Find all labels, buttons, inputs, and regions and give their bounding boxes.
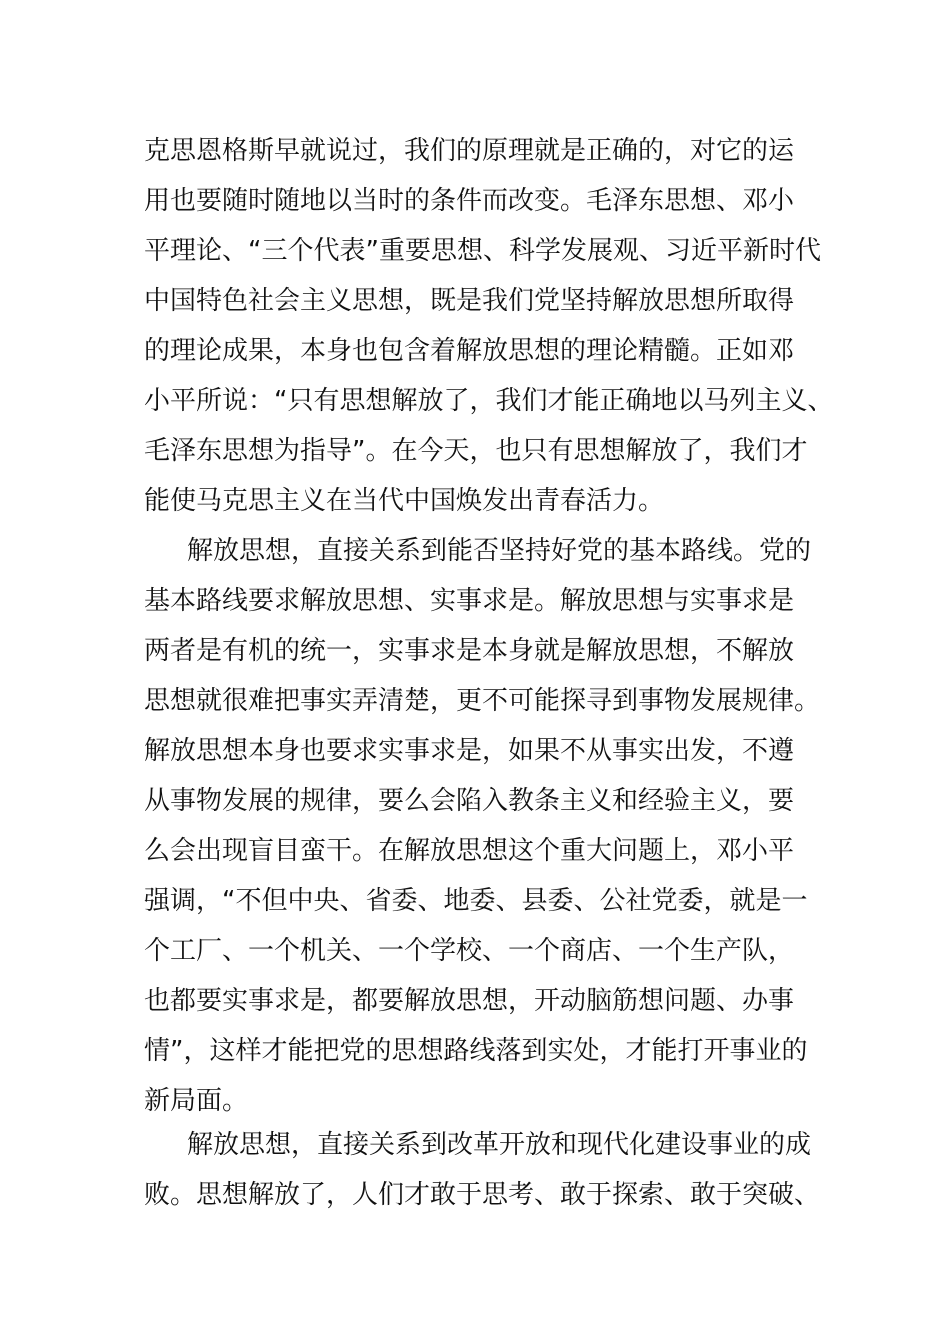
text-line: 思想就很难把事实弄清楚，更不可能探寻到事物发展规律。 xyxy=(144,686,821,716)
text-line: 情”，这样才能把党的思想路线落到实处，才能打开事业的 xyxy=(144,1036,808,1066)
text-line: 么会出现盲目蛮干。在解放思想这个重大问题上，邓小平 xyxy=(144,836,795,866)
text-line: 新局面。 xyxy=(144,1086,249,1116)
text-line: 强调，“不但中央、省委、地委、县委、公社党委，就是一 xyxy=(144,886,808,916)
paragraph-first-line: 解放思想，直接关系到能否坚持好党的基本路线。党的 xyxy=(187,536,812,566)
text-line: 毛泽东思想为指导”。在今天，也只有思想解放了，我们才 xyxy=(144,436,808,466)
text-line: 也都要实事求是，都要解放思想，开动脑筋想问题、办事 xyxy=(144,986,795,1016)
text-line: 的理论成果，本身也包含着解放思想的理论精髓。正如邓 xyxy=(144,336,795,366)
text-line: 平理论、“三个代表”重要思想、科学发展观、习近平新时代 xyxy=(144,236,821,266)
text-line: 个工厂、一个机关、一个学校、一个商店、一个生产队， xyxy=(144,936,795,966)
text-line: 败。思想解放了，人们才敢于思考、敢于探索、敢于突破、 xyxy=(144,1180,821,1210)
paragraph-first-line: 解放思想，直接关系到改革开放和现代化建设事业的成 xyxy=(187,1130,812,1160)
text-line: 从事物发展的规律，要么会陷入教条主义和经验主义，要 xyxy=(144,786,795,816)
text-line: 中国特色社会主义思想，既是我们党坚持解放思想所取得 xyxy=(144,286,795,316)
text-line: 小平所说：“只有思想解放了，我们才能正确地以马列主义、 xyxy=(144,386,834,416)
text-line: 用也要随时随地以当时的条件而改变。毛泽东思想、邓小 xyxy=(144,186,795,216)
text-line: 解放思想本身也要求实事求是，如果不从事实出发，不遵 xyxy=(144,736,795,766)
text-line: 能使马克思主义在当代中国焕发出青春活力。 xyxy=(144,486,665,516)
text-line: 克思恩格斯早就说过，我们的原理就是正确的，对它的运 xyxy=(144,136,795,166)
text-line: 两者是有机的统一，实事求是本身就是解放思想，不解放 xyxy=(144,636,795,666)
text-line: 基本路线要求解放思想、实事求是。解放思想与实事求是 xyxy=(144,586,795,616)
